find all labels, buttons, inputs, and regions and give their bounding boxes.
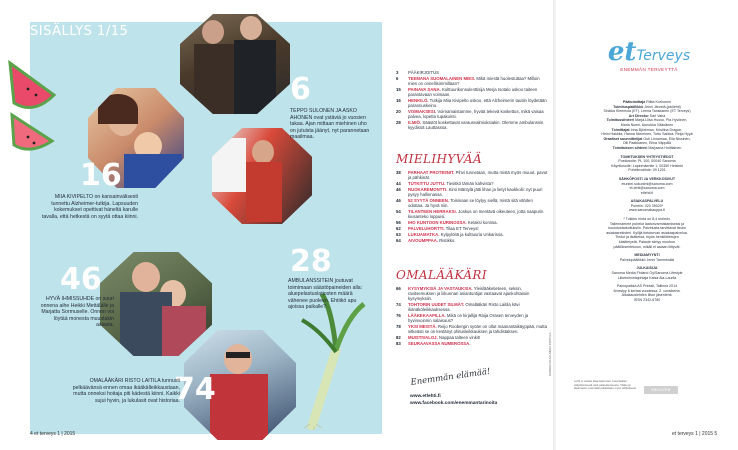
fine-print: Lehti ei vastaa tilaamattomien materiaalien säilyttämisestä eikä palauttamisesta. Tilattu ja tilaamaton materiaali julkaistaan myös sähköisesti. (574, 379, 637, 391)
toc-entry[interactable] (396, 313, 548, 323)
colophon-role: Toimituspäällikkö (613, 104, 644, 109)
contact-line: etlehti.fi (640, 190, 654, 195)
contact-line: Tallennamme puhelut laatunvarmistamiseksi ja (609, 221, 685, 226)
toc-entry-text (408, 109, 548, 119)
colophon-role: Toimitussihteeri (606, 118, 635, 123)
toc-entry-text (408, 324, 548, 334)
toc-title: SISÄLLYS 1/15 (30, 24, 129, 39)
colophon-person: Marjaana Hulttiainen (648, 145, 682, 150)
toc-entry-text (408, 286, 548, 301)
toc-entry[interactable] (396, 209, 548, 219)
colophon-staff (572, 100, 722, 151)
watermelon-illustration (4, 55, 60, 151)
toc-entry[interactable] (396, 220, 548, 225)
contact-line: etunimi.sukunimi@sanoma.com (621, 181, 673, 186)
toc-entry-text (408, 335, 548, 340)
colophon-person: Olli Paakkanen, Elina Väppälä (622, 141, 672, 146)
contact-block (572, 266, 722, 280)
colophon-person: Sari Vaha (649, 113, 666, 118)
contact-line: Tiedot ja lisätietoa, myös henkilötietojen (615, 235, 679, 240)
colophon (572, 100, 722, 307)
photo-credit: KANNEN KUVA MIIKA PIRTOLA (548, 332, 552, 376)
toc-entry[interactable] (396, 286, 548, 301)
toc-entry-body: Ristikko. (439, 237, 456, 243)
feature-number-46: 46 (60, 262, 102, 297)
toc-entry-text (408, 170, 548, 180)
toc-entry-heading: AIVOUMPPAA. (408, 237, 439, 243)
toc-entry-heading: TOHTORIN UUDET SILMÄT. (408, 302, 465, 308)
contact-block (572, 199, 722, 213)
toc-entry-text (408, 198, 548, 208)
toc-entry[interactable] (396, 232, 548, 237)
feature-caption-16: MIIA KIVIPELTO on kansainvälisesti tunnettu Alzheimer-tutkija. Lapsuuden kokemukset opettivat häneltä karulle tavalla, että hetkestä on syytä ottaa kiinni. (41, 194, 138, 220)
toc-entry-text (408, 341, 548, 346)
contact-block (572, 253, 722, 262)
contact-line: koulutustarkoituksiin. Palvelusta tarvittavat tiedot (608, 226, 686, 231)
feature-number-6: 6 (290, 72, 311, 107)
contact-line: Sanoma Media Finland Oy/Sanoma Lifestyle (611, 271, 683, 275)
toc-entry-body: Pihvi tunnetaan, mutta mistä myös muuut, pavut ja pähkinät. (408, 170, 548, 181)
contact-line: Puhelin: 020 39020* (630, 203, 664, 208)
feature-number-28: 28 (290, 244, 332, 279)
colophon-role: Toimittajat (611, 127, 630, 132)
toc-entry-text (408, 120, 548, 130)
toc-page-number: 78 (396, 324, 401, 330)
toc-entry[interactable] (396, 302, 548, 312)
toc-entry-body: Kulttuurikonsulenttisija Merja Isotalo uskoo taiteen parantavaan voimaan. (408, 86, 538, 97)
toc-entry[interactable] (396, 170, 548, 180)
colophon-person: Heini Hakkila, Hanna Nieminen, Tuttu Sarkka, Reija Hyyä (601, 132, 693, 137)
toc-entry-text (408, 238, 548, 243)
toc-entry-body: Toisinaan se löytyy siellä, mistä sitä vähiten odottaa. Ja hyvä niin. (408, 197, 533, 208)
toc-entry[interactable] (396, 76, 548, 86)
toc-page-number: 38 (396, 170, 401, 175)
photo-couple (100, 252, 212, 356)
contact-block (572, 284, 722, 302)
colophon-role: Päätoimittaja (622, 100, 646, 104)
toc-entry[interactable] (396, 238, 548, 243)
toc-page-number: 28 (396, 119, 401, 125)
toc-list-mid (396, 170, 548, 243)
toc-entry[interactable] (396, 335, 548, 340)
section-omalaakari: OMALÄÄKÄRI (396, 268, 488, 282)
toc-entry-heading: YKSI MEISTÄ. (408, 324, 437, 330)
toc-page-number: 62 (396, 225, 401, 231)
toc-entry-body: Nappaa talteen vinkit! (438, 335, 481, 341)
toc-entry-body: Säästöt koskettavat varausvalmiuksiakin. Olemme ambulanssin kyydissä Lauttasssa. (408, 119, 544, 130)
toc-entry-text (408, 70, 548, 75)
toc-entry-text (408, 76, 548, 86)
toc-page-number: 66 (396, 286, 401, 291)
toc-page-number: 20 (396, 108, 401, 114)
toc-list-bottom (396, 286, 548, 347)
toc-entry-heading: PALVELUHORTTI. (408, 225, 445, 231)
contact-line: et-lehti@sanoma.com (629, 186, 665, 191)
toc-page-number: 46 (396, 186, 401, 192)
toc-entry-heading: HENKILÖ. (408, 97, 429, 103)
contact-heading: JULKAISIJA (636, 266, 658, 271)
toc-page-number: 15 (396, 86, 401, 92)
toc-entry-text (408, 226, 548, 231)
toc-entry[interactable] (396, 341, 548, 346)
contact-line: käsittelystä. Palaute siirtyy muuhun (618, 240, 676, 245)
social-url-website[interactable]: www.etlehti.fi (410, 394, 441, 399)
toc-list (396, 70, 548, 131)
toc-entry-body: Tutkija Miia Kivipelto uskoo, että Alzheimerin tautiin löydetään parannuskeino. (408, 97, 547, 108)
toc-entry[interactable] (396, 226, 548, 231)
toc-entry-body: PÄÄKIRJOITUS (408, 70, 440, 75)
logo-et: et (607, 37, 637, 67)
toc-page-number: 76 (396, 313, 401, 319)
colophon-role: Toimituksen sihteeri (612, 145, 648, 150)
contact-heading: TOIMITUKSEN YHTEYSTIEDOT (620, 154, 674, 159)
toc-page-number: 46 (396, 197, 401, 203)
contact-line: Käyntiosoite: Lapinmäentie 1, 00350 Helsinki (611, 163, 683, 168)
toc-entry-heading: KYSYMYKSIÄ JA VASTAUKSIA. (408, 286, 473, 291)
colophon-role: Art Director (628, 113, 649, 118)
section-mielihyvaa: MIELIHYVÄÄ (396, 152, 483, 166)
toc-page-number: 74 (396, 302, 401, 308)
contact-line: Painopaikka AS Printall, Tallinna 2014 (616, 284, 678, 289)
contact-block (572, 155, 722, 173)
contact-line: päätöksentekoon, mikäli ei asiaan liittyvät. (613, 244, 681, 249)
colophon-person: Sinikka Kleemola (ET). Leena Tanskanen (ET Terveys) (603, 109, 691, 114)
logo-tagline: ENEMMÄN TERVEYTTÄ (620, 67, 678, 72)
toc-entry-body: Joskus on mentävä oikeuteen, jotta naapurin kiusanteko loppuisi. (408, 208, 544, 219)
toc-entry-body: Reijo Roobergin syöän on ollut maanantaikäyppää, mutta sitkeästi se on kestänyt ohitusleikkauksen ja tahdistaksen. (408, 324, 548, 335)
feature-caption-46: HYVÄ IHMISSUHDE on suuri onnena aihe Heikki Mettälälle ja Marjatta Sormuselle. Onnen voi löytää monesta muustakin asiasta. (40, 296, 114, 329)
feature-number-16: 16 (80, 158, 122, 193)
toc-entry[interactable] (396, 98, 548, 108)
left-footer: 4 et terveys 1 | 2015 (30, 431, 76, 437)
toc-entry-heading: MUISTIVALOJ. (408, 335, 438, 341)
colophon-person: Riitta Korhonen (646, 100, 672, 104)
contact-line: Puhelinvaihde: 09 1201 (628, 168, 666, 173)
toc-entry-text (408, 302, 548, 312)
social-block (410, 366, 550, 407)
toc-entry-heading: TUTKITTU JUTTU. (408, 180, 446, 186)
toc-entry-body: Mikä on kirjallija Raija Orasen terveyden ja hyvinvoinnin salaisuus? (408, 313, 529, 324)
contact-line: ISSN 2342-6780 (633, 297, 661, 302)
toc-entry-text (408, 220, 548, 225)
colophon-role: Graafiset suunnittelijat (603, 136, 643, 141)
contact-heading: SÄHKÖPOSTI JA VERKKOSIVUT (618, 176, 676, 181)
feature-caption-74: OMALÄÄKÄRI RISTO LAITILA tunnusti pelkäävänsä ennen omaa ikääkälleikkaustaan, mutta onneksi hoitaja piti kädestä kiinni. Kaikki sujui hyvin, ja lukulasit ovat historiaa. (72, 378, 180, 404)
toc-entry-heading: PAINAVA SANA. (408, 86, 441, 92)
toc-entry-heading: TEEMANA SUOMALAINEN MIES. (408, 75, 476, 81)
right-footer: et terveys 1 | 2015 5 (672, 431, 718, 437)
toc-entry-heading: RUOKAREMONTTI. (408, 186, 448, 192)
toc-entry-text (408, 181, 548, 186)
contact-line: Postiosoite: PL 100, 00040 Sanoma (618, 159, 676, 164)
toc-entry-body: Kirsi Mäntylä jätti lihan ja lietyt kaukkolii: nyt puuri pysyy hallinnassa. (408, 186, 543, 197)
sanoma-logo: sanoma (644, 386, 678, 394)
contact-line: * Tukkiru hinta on 8,4 snt/min. (623, 217, 671, 222)
toc-entry-heading: SEURAAVASSA NUMEROSSA. (408, 340, 471, 346)
contact-line: asiakasrekisteri. Kyllijä tietoturvan asiakaspalvelua. (606, 230, 688, 235)
contact-line: Aikakauslehtien liiton jäsenlehti. (621, 293, 673, 298)
contact-heading: ASIAKASPALVELU (630, 199, 664, 204)
toc-entry-text (408, 209, 548, 219)
toc-entry-body: Kelaksi konssa. (467, 219, 498, 225)
colophon-person: Outi Linnamaa, Ella Nissinen, (643, 136, 691, 141)
toc-entry-heading: TILANTEEN HERRAKSI. (408, 208, 457, 214)
feature-number-74: 74 (174, 372, 216, 407)
toc-entry-heading: PARHAAT PROTEIINIT. (408, 170, 455, 175)
colophon-contacts (572, 155, 722, 303)
toc-entry-heading: ILMIÖ. (408, 119, 422, 125)
colophon-line (572, 146, 722, 151)
toc-bottom-section (396, 286, 548, 346)
toc-entry-body: Mikä miestä huolestuttaa? Milloin mies on onnellisimmillaan? (408, 75, 540, 86)
right-page (556, 0, 738, 450)
photo-two-men (180, 14, 290, 114)
toc-entry[interactable] (396, 120, 548, 130)
toc-entry[interactable] (396, 187, 548, 197)
toc-page-number: 56 (396, 219, 401, 225)
toc-entry-heading: LÄÄKEKAAPILLA. (408, 313, 446, 319)
toc-entry-body: Yleislääketieteen, seksin, ravitsemuksen ja liikunnan asiantuntijat vastaavat ajankohtaisiin kysymyksiin. (408, 286, 530, 302)
contact-line: Ilmestyy 6 kertaa vuodessa. 2. vuosikerta. (613, 288, 681, 293)
toc-entry-heading: LUKUAMATKA. (408, 231, 440, 237)
contact-line: Palvelupäällikkö Jenni Tammimäki (619, 257, 675, 262)
toc-entry-text (408, 98, 548, 108)
toc-page-number: 82 (396, 335, 401, 341)
toc-entry[interactable] (396, 181, 548, 186)
colophon-person: Jenni Järvelä (jokilehti) (644, 104, 681, 109)
toc-page-number: 3 (396, 70, 399, 75)
slogan-handwritten: Enemmän elämää! (410, 366, 492, 388)
toc-entry-heading: VOIMAKSESI. (408, 108, 437, 114)
toc-top-section (396, 70, 548, 130)
contact-block (572, 177, 722, 195)
toc-entry-text (408, 87, 548, 97)
toc-mid-section (396, 170, 548, 243)
toc-entry[interactable] (396, 198, 548, 208)
colophon-person: Maria Noeni, Annukka Väänänen (620, 122, 674, 127)
toc-entry-body: Omalääkäri Risto Laitila kävi ikänäköleikkauksessa. (408, 302, 520, 313)
toc-entry-text (408, 187, 548, 197)
feature-caption-6: TEPPO SULONEN JA ASKO AHONEN ovat ystäviä jo vuosien takaa. Ajan mittaan miehinen uho on jutuista jäänyt, nyt parannetaan maailmaa. (290, 108, 370, 141)
toc-page-number: 54 (396, 208, 401, 214)
colophon-person: Irina Björkman, Kristiina Dragon, (630, 127, 683, 132)
colophon-person: Marja-Liisa Huuso, Pia Hyvönen, (635, 118, 688, 123)
contact-block (572, 217, 722, 249)
toc-entry[interactable] (396, 87, 548, 97)
logo-terveys: Terveys (636, 48, 691, 64)
toc-page-number: 83 (396, 340, 401, 346)
toc-page-number: 44 (396, 180, 401, 186)
toc-entry-body: Kylpylöitä ja kulttuuria Unkarissa. (440, 231, 504, 237)
toc-entry-heading: IHO KUNTOON KURINOSSA. (408, 219, 467, 225)
toc-entry-body: Voimamaistamme, hyvää tekevä koskettus, mikä vaisaa palvea, lopetta tupakointi. (408, 108, 544, 119)
toc-entry-body: Tilaa ET Terveys! (445, 225, 479, 231)
toc-entry[interactable] (396, 324, 548, 334)
toc-page-number: 6 (396, 75, 399, 81)
contact-heading: MEDIAMYYNTI (634, 253, 660, 258)
toc-page-number: 16 (396, 97, 401, 103)
social-url-facebook[interactable]: www.facebook.com/enemmantarinoita (410, 401, 498, 406)
feature-caption-28: AMBULANSSITEIN joutuvat toimimaan säästöpaineiden alla: aluepelastuslaitosten määrä vähenee puoleen. Ehtiikö apu ajoissa paikalle? (288, 278, 363, 311)
toc-entry-body: Tiesitkö tämän kahvista? (446, 180, 494, 186)
toc-entry-heading: 52 SYYTÄ ONNEEN. (408, 197, 450, 203)
toc-entry[interactable] (396, 70, 548, 75)
toc-page-number: 63 (396, 231, 401, 237)
toc-entry-text (408, 313, 548, 323)
contact-line: www.sanomakauppa.fi (629, 208, 665, 213)
toc-page-number: 64 (396, 237, 401, 243)
contact-line: Liiketoimintajohtaja Kaisa Ala-Laurila (617, 275, 677, 280)
leek-illustration (292, 290, 372, 430)
toc-entry-text (408, 232, 548, 237)
et-terveys-logo (593, 37, 705, 72)
toc-entry[interactable] (396, 109, 548, 119)
